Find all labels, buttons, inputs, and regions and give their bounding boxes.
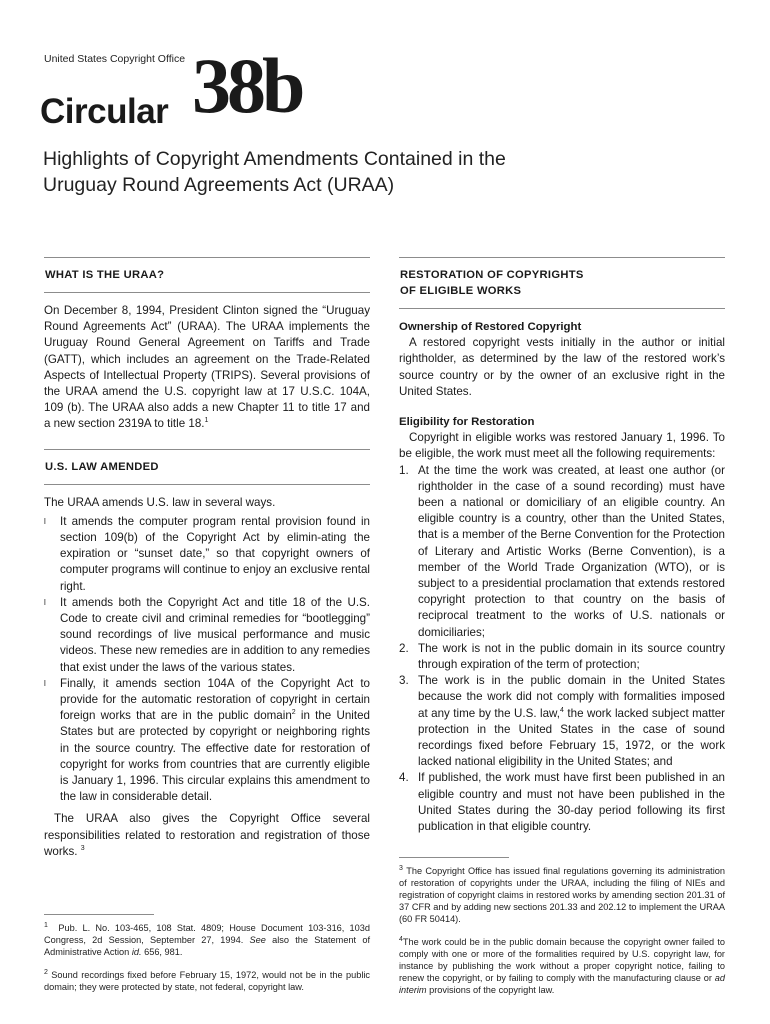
paragraph-text: The URAA also gives the Copyright Office several responsibilities related to restoration and registration of those works. [44,812,370,858]
list-item-text: At the time the work was created, at least one author (or rightholder in the case of a sound recording) must have been a national or domiciliary of an eligible country. An eligible country is a country, other than the United States, that is a member of the Berne Convention for the Protection of Literary and Artistic Works (Berne Convention), is a member of the World Trade Organization (WTO), or is subject to a presidential proclamation that extends restored copyright protection to that country on the basis of reciprocal treatment to the works of U.S. nationals or domiciliaries; [418,463,725,639]
section-heading-us-law-amended: U.S. LAW AMENDED [45,460,159,473]
list-number: 1. [399,463,409,477]
footnotes-right [399,857,725,996]
section-heading-what-is-uraa: WHAT IS THE URAA? [45,269,165,281]
list-item [44,676,370,806]
list-item [44,595,370,676]
list-number: 3. [399,674,409,688]
footnote-text: The Copyright Office has issued final regulations governing its administration of restoration of copyrights under the URAA, including the filing of NIEs and registration of copyright claims in restored works by amending section 201.31 of 37 CFR and by adding new sections 201.33 and 202.12 to implement the URAA (60 FR 50414). [399,866,725,924]
paragraph-law-intro: The URAA amends U.S. law in several ways. [44,495,276,509]
list-item-text: The work is not in the public domain in its source country through expiration of the term of protection; [418,641,725,672]
list-item [399,641,725,673]
footnote-italic: id. [131,947,142,957]
list-item-text: It amends the computer program rental provision found in section 109(b) of the Copyright Act by elimin-ating the expiration or “sunset date,” so that copyright owners of computer programs will continue to enjoy an exclusive rental right. [60,514,370,593]
footnote-number: 3 [399,864,403,872]
footnote-text: The work could be in the public domain because the copyright owner failed to comply with one or more of the formalities required by U.S. copyright law, for instance by publishing the work without a proper copyright notice, failing to renew the copyright, or by failing to comply with the manufacturing clause or [399,937,725,983]
list-item-text: It amends both the Copyright Act and title 18 of the U.S. Code to create civil and criminal remedies for “bootlegging” sound recordings of live musical performance and music videos. These new remedies are in addition to any remedies that exist under the laws of the various states. [60,595,370,674]
list-item-text: the work lacked subject matter protection in the United States in the case of sound recordings fixed before February 15, 1972, or the work lacked national eligibility in the United States; and [418,706,725,769]
left-column [44,257,370,860]
list-item-text: If published, the work must have first been published in an eligible country and must not have been published in the United States during the 30-day period following its first publication in that eligible country. [418,771,725,834]
footnote-2 [44,969,370,993]
amendments-list [44,514,370,806]
subheading-eligibility: Eligibility for Restoration [399,416,535,429]
footnote-text: 656, 981. [141,947,183,957]
footnote-text: Pub. L. No. 103-465, 108 Stat. 4809; House Document 103-316, 103d Congress, 2d Session, September 27, 1994. [44,923,370,945]
bullet-icon: l [44,678,46,688]
heading-line: RESTORATION OF COPYRIGHTS [400,269,584,281]
list-item [399,673,725,770]
footnote-divider [399,857,509,858]
footnote-ref[interactable]: 4 [560,706,564,714]
circular-number: 38b [192,42,302,129]
document-title: Highlights of Copyright Amendments Contained in the Uruguay Round Agreements Act (URAA) [43,148,506,196]
right-column [399,257,725,835]
subheading-ownership: Ownership of Restored Copyright [399,321,582,333]
circular-label: Circular [40,92,169,131]
paragraph-closing [44,811,370,860]
list-item-text: The work is in the public domain in the United States because the work did not comply with formalities imposed at any time by the U.S. law, [418,674,725,720]
list-item [399,770,725,835]
paragraph-text: On December 8, 1994, President Clinton signed the “Uruguay Round Agreements Act” (URAA). The URAA implements the Uruguay Round General Agreement on Tariffs and Trade (GATT), which includes an agreement on the Trade-Related Aspects of Intellectual Property (TRIPS). Several provisions of the URAA amend the U.S. copyright law at 17 U.S.C. 104A, 109 (b). The URAA also adds a new Chapter 11 to title 17 and a new section 2319A to title 18. [44,304,370,431]
footnote-number: 4 [399,935,403,943]
section-divider [399,308,725,309]
list-number: 4. [399,771,409,785]
list-item [399,463,725,641]
paragraph-what-is-uraa [44,303,370,433]
footnote-3 [399,865,725,925]
footnote-text: provisions of the copyright law. [426,985,555,995]
paragraph-ownership: A restored copyright vests initially in the author or initial rightholder, as determined by the law of the restored work’s source country or by the owner of an exclusive right in the United States. [399,336,725,398]
footnote-1 [44,922,370,958]
footnote-ref[interactable]: 1 [204,417,209,425]
list-number: 2. [399,641,409,655]
footnote-text: Sound recordings fixed before February 15, 1972, would not be in the public domain; they were protected by state, not federal, copyright law. [44,970,370,992]
footnote-italic: See [249,935,266,945]
footnote-ref[interactable]: 3 [80,845,85,853]
section-heading-restoration [399,258,725,308]
requirements-list [399,463,725,836]
office-name: United States Copyright Office [44,53,186,65]
footnotes-left [44,914,370,993]
footnote-number: 2 [44,968,48,976]
footnote-number: 1 [44,921,48,929]
list-item-text: Finally, it amends section 104A of the Copyright Act to provide for the automatic restoration of copyright in certain foreign works that are in the public domain [60,676,370,723]
list-item-text: in the United States but are protected by copyright or neighboring rights in the source country. The effective date for restoration of copyright for works from countries that are currently eligible is January 1, 1996. This circular explains this amendment to the law in considerable detail. [60,709,370,804]
footnote-4 [399,936,725,996]
heading-line: OF ELIGIBLE WORKS [400,285,522,297]
list-item [44,514,370,595]
paragraph-eligibility: Copyright in eligible works was restored January 1, 1996. To be eligible, the work must meet all the following requirements: [399,431,725,461]
footnote-divider [44,914,154,915]
bullet-icon: l [44,516,46,526]
footnote-italic: ad interim [399,973,725,995]
footnote-ref[interactable]: 2 [291,709,296,717]
footnote-text: also the Statement of Administrative Action [44,935,370,957]
bullet-icon: l [44,597,46,607]
